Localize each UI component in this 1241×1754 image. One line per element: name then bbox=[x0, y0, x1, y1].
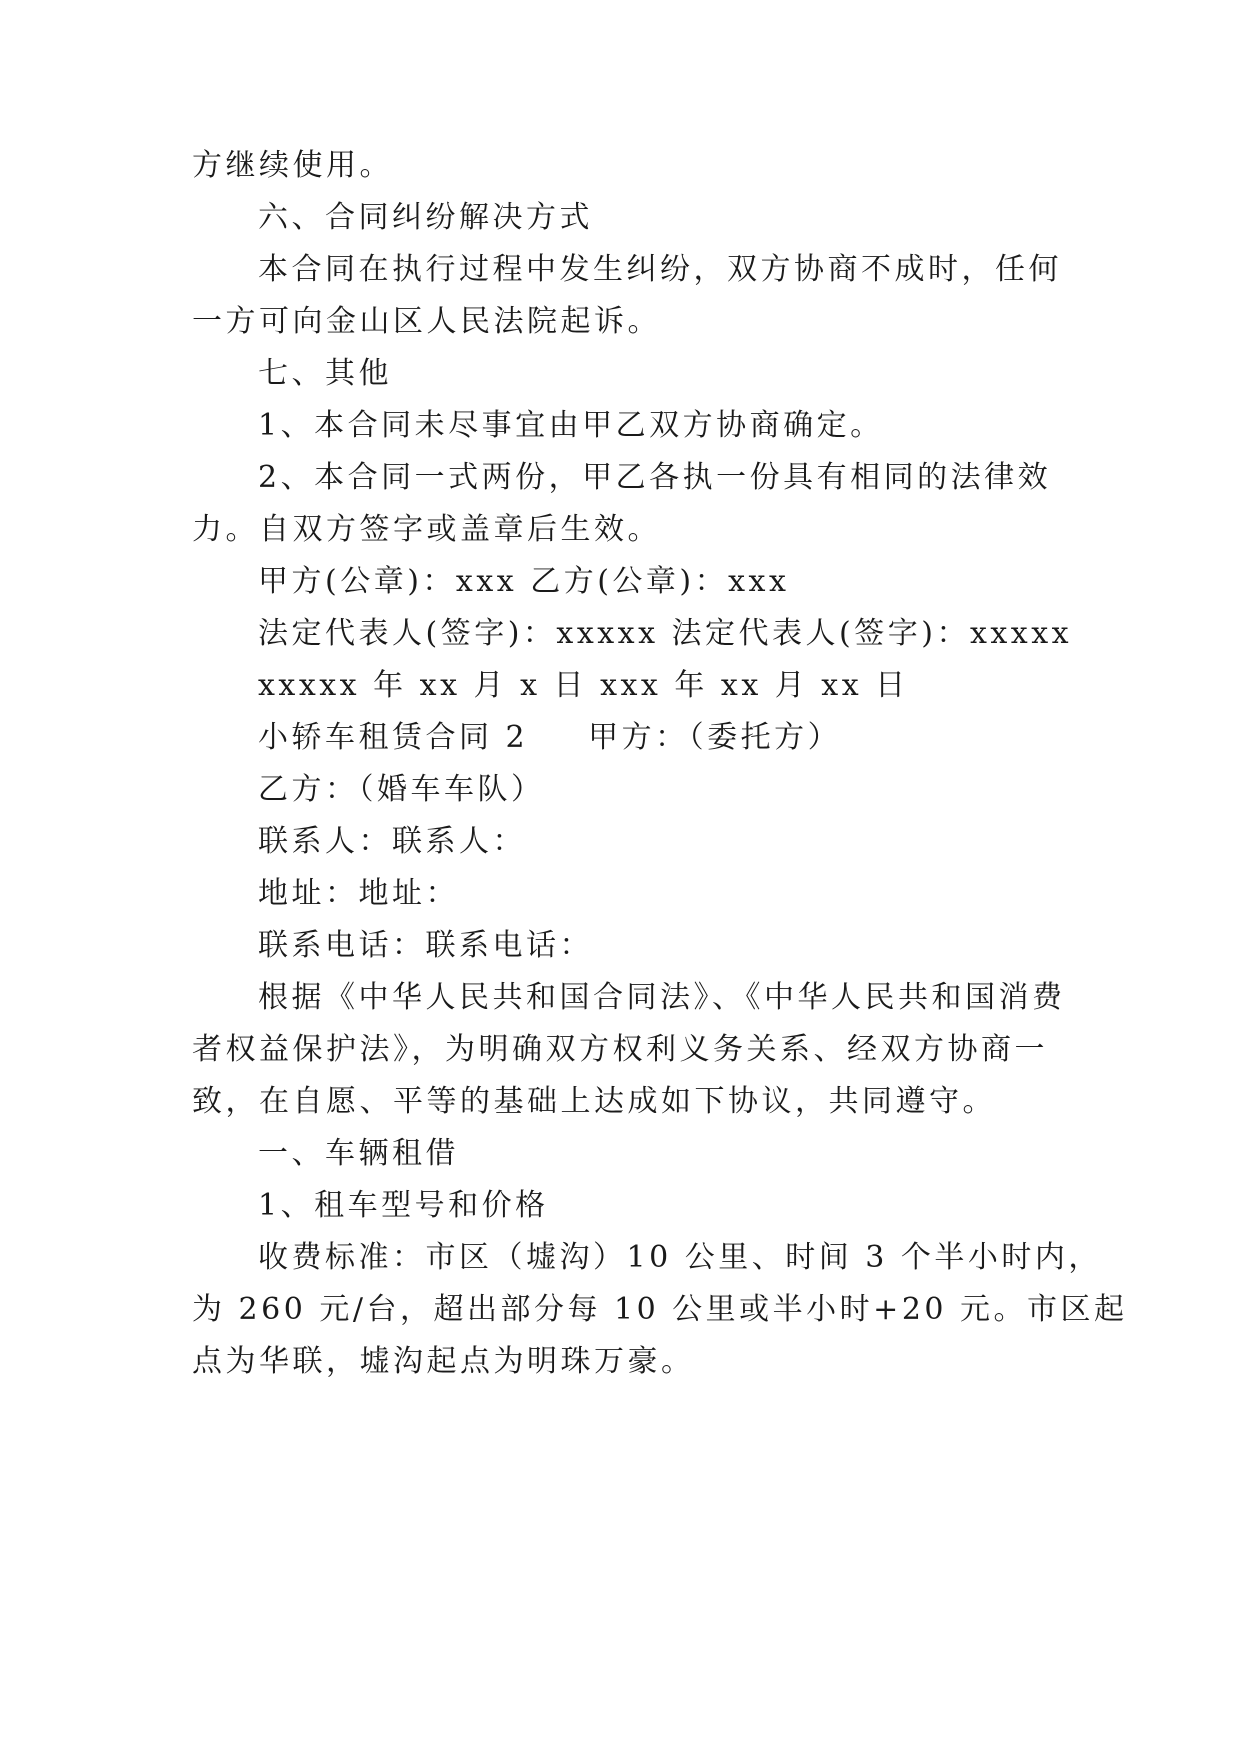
clause-1: 1、本合同未尽事宜由甲乙双方协商确定。 bbox=[258, 408, 884, 443]
party-a-label: 甲方：（委托方） bbox=[588, 720, 842, 755]
party-seal-line: 甲方(公章)：xxx 乙方(公章)：xxx bbox=[258, 564, 790, 599]
text-line-24: 为 260 元/台，超出部分每 10 公里或半小时+20 元。市区起 bbox=[192, 1292, 1128, 1327]
section-heading-7: 七、其他 bbox=[258, 356, 392, 391]
text-line-23: 收费标准：市区（墟沟）10 公里、时间 3 个半小时内， bbox=[258, 1240, 1102, 1275]
text-line-3: 本合同在执行过程中发生纠纷，双方协商不成时，任何 bbox=[258, 252, 1062, 287]
phone-line: 联系电话：联系电话： bbox=[258, 928, 593, 963]
text-line-1: 方继续使用。 bbox=[192, 148, 393, 183]
text-line-20: 致，在自愿、平等的基础上达成如下协议，共同遵守。 bbox=[192, 1084, 996, 1119]
contact-person-line: 联系人：联系人： bbox=[258, 824, 526, 859]
text-line-4: 一方可向金山区人民法院起诉。 bbox=[192, 304, 661, 339]
clause-2: 2、本合同一式两份，甲乙各执一份具有相同的法律效 bbox=[258, 460, 1052, 495]
text-line-19: 者权益保护法》，为明确双方权利义务关系、经双方协商一 bbox=[192, 1032, 1048, 1067]
text-line-8: 力。自双方签字或盖章后生效。 bbox=[192, 512, 661, 547]
section-heading-6: 六、合同纠纷解决方式 bbox=[258, 200, 593, 235]
party-b-line: 乙方：（婚车车队） bbox=[258, 772, 545, 807]
address-line: 地址：地址： bbox=[258, 876, 459, 911]
legal-representative-line: 法定代表人(签字)：xxxxx 法定代表人(签字)：xxxxx bbox=[258, 616, 1073, 651]
contract-title: 小轿车租赁合同 2 bbox=[258, 720, 529, 755]
section-heading-1: 一、车辆租借 bbox=[258, 1136, 459, 1171]
date-line: xxxxx 年 xx 月 x 日 xxx 年 xx 月 xx 日 bbox=[258, 668, 909, 703]
text-line-25: 点为华联，墟沟起点为明珠万豪。 bbox=[192, 1344, 695, 1379]
subsection-1: 1、租车型号和价格 bbox=[258, 1188, 549, 1223]
contract-title-line bbox=[258, 709, 1138, 767]
text-line-18: 根据《中华人民共和国合同法》、《中华人民共和国消费 bbox=[258, 980, 1066, 1015]
